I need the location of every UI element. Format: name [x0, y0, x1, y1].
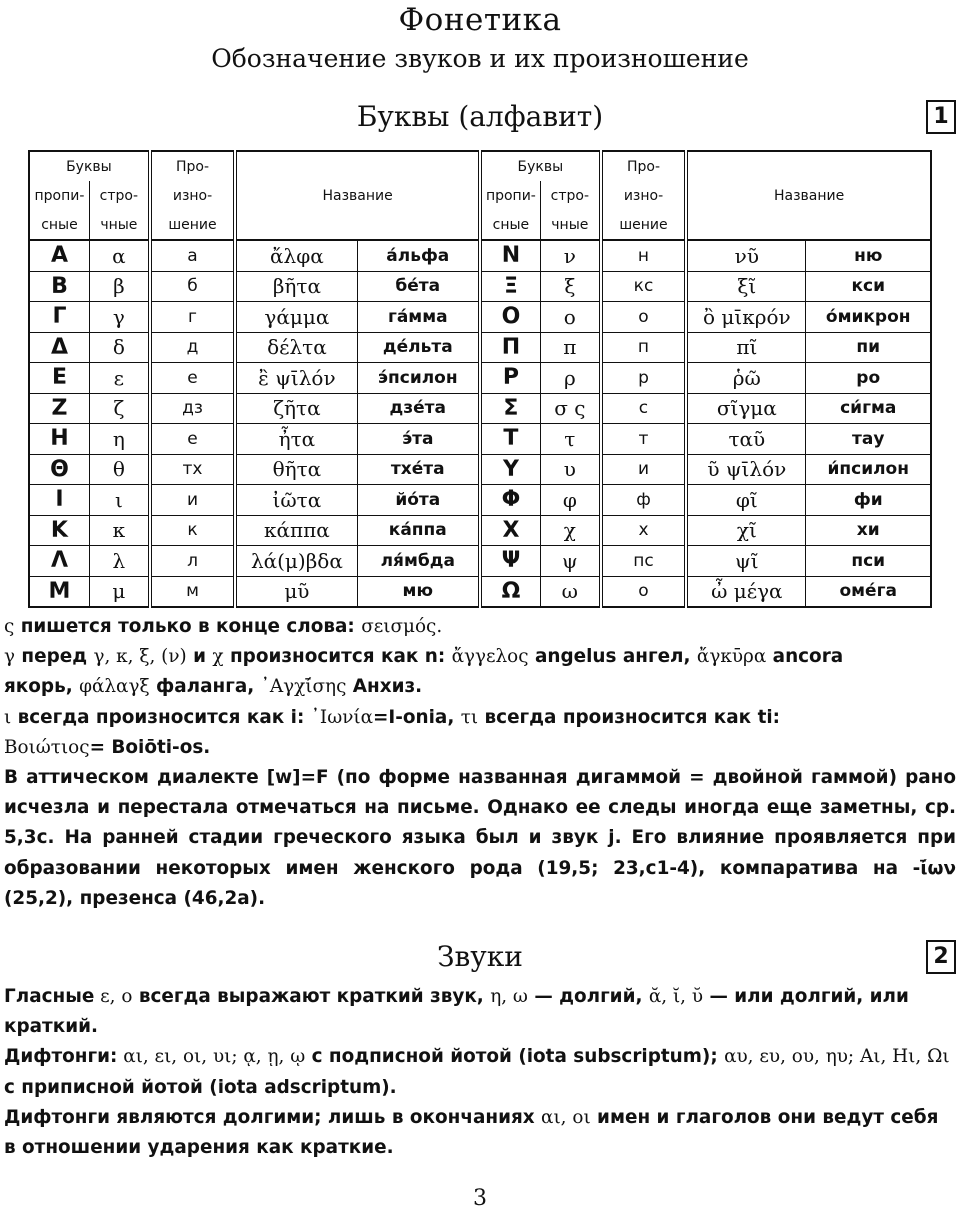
uppercase-cell: Φ	[480, 485, 540, 516]
pronunciation-cell: е	[150, 363, 235, 394]
note-text: всегда произносится как i:	[11, 706, 311, 728]
lowercase-cell: κ	[89, 515, 149, 546]
pronunciation-cell: а	[150, 240, 235, 271]
table-row	[29, 515, 931, 546]
section-title-alphabet: Буквы (алфавит)	[356, 100, 604, 133]
header-lowercase: стро-	[89, 181, 149, 210]
uppercase-cell: Ε	[29, 363, 89, 394]
section-number-badge: 2	[926, 940, 956, 974]
uppercase-cell: Μ	[29, 576, 89, 607]
table-row	[29, 271, 931, 302]
greek-name-cell: ἰῶτα	[235, 485, 357, 516]
russian-name-cell: тхе́та	[357, 454, 480, 485]
lowercase-cell: μ	[89, 576, 149, 607]
greek-text: ᾰ, ῐ, ῠ	[648, 986, 704, 1007]
term-label: Гласные	[4, 986, 95, 1007]
note-text: Дифтонги являются долгими;	[4, 1106, 322, 1128]
pronunciation-cell: тх	[150, 454, 235, 485]
greek-text: η, ω	[490, 986, 528, 1007]
greek-text: ἄγγελος	[451, 646, 529, 668]
note-text: имен и глаголов они ведут себя в отношении ударения как краткие.	[4, 1106, 939, 1159]
note-text: ancora	[766, 646, 844, 668]
pronunciation-cell: кс	[601, 271, 686, 302]
table-row	[29, 485, 931, 516]
note-text: произносится как n:	[223, 646, 452, 668]
uppercase-cell: Β	[29, 271, 89, 302]
uppercase-cell: Τ	[480, 424, 540, 455]
note-text: с подписной йотой (iota subscriptum);	[305, 1046, 725, 1068]
sounds-vowels	[4, 982, 956, 1042]
notes-block	[4, 612, 956, 914]
greek-name-cell: βῆτα	[235, 271, 357, 302]
section-title-sounds: Звуки	[437, 940, 523, 973]
note-text: фаланга,	[149, 676, 261, 698]
greek-text: χ	[212, 646, 224, 668]
lowercase-cell: ζ	[89, 393, 149, 424]
sounds-diphthongs-long	[4, 1103, 956, 1163]
header-pronunciation: Про-	[150, 151, 235, 181]
greek-name-cell: κάππα	[235, 515, 357, 546]
pronunciation-cell: е	[150, 424, 235, 455]
pronunciation-cell: т	[601, 424, 686, 455]
uppercase-cell: Ω	[480, 576, 540, 607]
note-text: якорь,	[4, 676, 80, 698]
lowercase-cell: η	[89, 424, 149, 455]
russian-name-cell: де́льта	[357, 332, 480, 363]
header-pronunciation: изно-	[150, 181, 235, 210]
uppercase-cell: Ν	[480, 240, 540, 271]
uppercase-cell: Θ	[29, 454, 89, 485]
russian-name-cell: фи	[806, 485, 931, 516]
pronunciation-cell: м	[150, 576, 235, 607]
sounds-block	[4, 982, 956, 1163]
greek-name-cell: θῆτα	[235, 454, 357, 485]
russian-name-cell: э́псилон	[357, 363, 480, 394]
greek-name-cell: χῖ	[686, 515, 806, 546]
greek-name-cell: δέλτα	[235, 332, 357, 363]
term-label: Дифтонги:	[4, 1046, 118, 1068]
note-text: всегда произносится как ti:	[478, 706, 781, 728]
pronunciation-cell: п	[601, 332, 686, 363]
greek-name-cell: ὂ μῑκρόν	[686, 302, 806, 333]
lowercase-cell: χ	[540, 515, 600, 546]
russian-name-cell: а́льфа	[357, 240, 480, 271]
greek-text: σεισμός.	[361, 616, 443, 637]
greek-name-cell: ῦ ψῑλόν	[686, 454, 806, 485]
lowercase-cell: τ	[540, 424, 600, 455]
lowercase-cell: θ	[89, 454, 149, 485]
pronunciation-cell: о	[601, 576, 686, 607]
table-row	[29, 454, 931, 485]
note-text: с приписной йотой (iota adscriptum).	[4, 1076, 397, 1098]
header-letters: Буквы	[29, 151, 150, 181]
header-uppercase: сные	[29, 210, 89, 240]
lowercase-cell: υ	[540, 454, 600, 485]
greek-name-cell: σῖγμα	[686, 393, 806, 424]
lowercase-cell: δ	[89, 332, 149, 363]
lowercase-cell: σ ς	[540, 393, 600, 424]
russian-name-cell: хи	[806, 515, 931, 546]
greek-name-cell: ἒ ψῑλόν	[235, 363, 357, 394]
lowercase-cell: β	[89, 271, 149, 302]
note-text: перед	[15, 646, 94, 668]
uppercase-cell: Χ	[480, 515, 540, 546]
greek-text: Βοιώτιος	[4, 736, 90, 758]
sounds-diphthongs	[4, 1042, 956, 1102]
russian-name-cell: дзе́та	[357, 393, 480, 424]
uppercase-cell: Ξ	[480, 271, 540, 302]
uppercase-cell: Υ	[480, 454, 540, 485]
note-text: лишь в окончаниях	[321, 1106, 542, 1128]
pronunciation-cell: л	[150, 546, 235, 577]
pronunciation-cell: р	[601, 363, 686, 394]
note-text: =I-onia,	[373, 706, 461, 728]
russian-name-cell: кси	[806, 271, 931, 302]
lowercase-cell: ο	[540, 302, 600, 333]
note-final-sigma	[4, 612, 956, 642]
note-text: и	[186, 646, 213, 668]
header-pronunciation: шение	[150, 210, 235, 240]
lowercase-cell: α	[89, 240, 149, 271]
note-text: = Boiōti-os.	[89, 736, 211, 758]
note-gamma-nasal	[4, 642, 956, 702]
pronunciation-cell: г	[150, 302, 235, 333]
greek-text: ε, ο	[94, 986, 133, 1007]
russian-name-cell: бе́та	[357, 271, 480, 302]
table-row	[29, 332, 931, 363]
header-pronunciation: изно-	[601, 181, 686, 210]
lowercase-cell: λ	[89, 546, 149, 577]
page-number: 3	[473, 1186, 487, 1211]
russian-name-cell: си́гма	[806, 393, 931, 424]
table-row	[29, 424, 931, 455]
uppercase-cell: Λ	[29, 546, 89, 577]
table-row	[29, 546, 931, 577]
header-lowercase: чные	[89, 210, 149, 240]
lowercase-cell: ε	[89, 363, 149, 394]
uppercase-cell: Ψ	[480, 546, 540, 577]
greek-name-cell: πῖ	[686, 332, 806, 363]
pronunciation-cell: пс	[601, 546, 686, 577]
header-letters: Буквы	[480, 151, 601, 181]
note-digamma: В аттическом диалекте [w]=F (по форме названная дигаммой = двойной гаммой) рано исчезла и перестала отмечаться на письме. Однако ее следы иногда еще заметны, ср. 5,3c. На ранней стадии греческого языка был и звук j. Его влияние проявляется при образовании некоторых имен женского рода (19,5; 23,c1-4), компаратива на -ί̄ων (25,2), презенса (46,2a).	[4, 767, 956, 909]
uppercase-cell: Ο	[480, 302, 540, 333]
lowercase-cell: ψ	[540, 546, 600, 577]
russian-name-cell: и́псилон	[806, 454, 931, 485]
uppercase-cell: Γ	[29, 302, 89, 333]
note-iota	[4, 703, 956, 763]
table-row	[29, 576, 931, 607]
russian-name-cell: э́та	[357, 424, 480, 455]
pronunciation-cell: ф	[601, 485, 686, 516]
uppercase-cell: Σ	[480, 393, 540, 424]
uppercase-cell: Ρ	[480, 363, 540, 394]
uppercase-cell: Ζ	[29, 393, 89, 424]
header-pronunciation: шение	[601, 210, 686, 240]
greek-name-cell: φῖ	[686, 485, 806, 516]
table-row	[29, 393, 931, 424]
lowercase-cell: π	[540, 332, 600, 363]
page-title: Фонетика	[398, 2, 562, 38]
uppercase-cell: Κ	[29, 515, 89, 546]
greek-name-cell: ἦτα	[235, 424, 357, 455]
greek-text: φάλαγξ	[79, 676, 150, 698]
greek-text: αι, ει, οι, υι; ᾳ, ῃ, ῳ	[117, 1046, 306, 1068]
uppercase-cell: Π	[480, 332, 540, 363]
pronunciation-cell: х	[601, 515, 686, 546]
pronunciation-cell: с	[601, 393, 686, 424]
pronunciation-cell: д	[150, 332, 235, 363]
header-pronunciation: Про-	[601, 151, 686, 181]
table-header-row	[29, 151, 931, 181]
russian-name-cell: йо́та	[357, 485, 480, 516]
note-text: — долгий,	[527, 986, 649, 1007]
pronunciation-cell: и	[150, 485, 235, 516]
header-uppercase: пропи-	[29, 181, 89, 210]
lowercase-cell: γ	[89, 302, 149, 333]
greek-name-cell: λά(μ)βδα	[235, 546, 357, 577]
russian-name-cell: га́мма	[357, 302, 480, 333]
header-lowercase: стро-	[540, 181, 600, 210]
russian-name-cell: мю	[357, 576, 480, 607]
greek-text: γ	[4, 646, 15, 668]
russian-name-cell: оме́га	[806, 576, 931, 607]
alphabet-rows	[29, 240, 931, 607]
lowercase-cell: ι	[89, 485, 149, 516]
greek-name-cell: ὦ μέγα	[686, 576, 806, 607]
greek-text: ς	[4, 616, 15, 637]
lowercase-cell: ξ	[540, 271, 600, 302]
greek-name-cell: νῦ	[686, 240, 806, 271]
greek-text: αυ, ευ, ου, ηυ; Αι, Ηι, Ωι	[724, 1046, 950, 1068]
russian-name-cell: ля́мбда	[357, 546, 480, 577]
russian-name-cell: тау	[806, 424, 931, 455]
greek-name-cell: ἄλφα	[235, 240, 357, 271]
pronunciation-cell: и	[601, 454, 686, 485]
pronunciation-cell: о	[601, 302, 686, 333]
lowercase-cell: ν	[540, 240, 600, 271]
header-uppercase: пропи-	[480, 181, 540, 210]
uppercase-cell: Α	[29, 240, 89, 271]
greek-name-cell: ψῖ	[686, 546, 806, 577]
header-name: Название	[235, 151, 480, 240]
greek-name-cell: μῦ	[235, 576, 357, 607]
pronunciation-cell: н	[601, 240, 686, 271]
uppercase-cell: Ι	[29, 485, 89, 516]
russian-name-cell: ню	[806, 240, 931, 271]
russian-name-cell: пси	[806, 546, 931, 577]
russian-name-cell: ро	[806, 363, 931, 394]
greek-text: ι	[4, 706, 12, 728]
russian-name-cell: ка́ппа	[357, 515, 480, 546]
greek-name-cell: ξῖ	[686, 271, 806, 302]
greek-name-cell: ταῦ	[686, 424, 806, 455]
note-text: — или долгий, или краткий.	[4, 986, 909, 1038]
pronunciation-cell: б	[150, 271, 235, 302]
pronunciation-cell: дз	[150, 393, 235, 424]
header-lowercase: чные	[540, 210, 600, 240]
greek-text: ᾿Ιωνία	[310, 706, 374, 728]
note-text: Анхиз.	[346, 676, 423, 698]
note-text: angelus ангел,	[528, 646, 697, 668]
greek-text: γ, κ, ξ, (ν)	[93, 646, 187, 668]
greek-text: ᾿Αγχί̄σης	[260, 676, 347, 698]
lowercase-cell: ω	[540, 576, 600, 607]
table-row	[29, 240, 931, 271]
greek-name-cell: γάμμα	[235, 302, 357, 333]
lowercase-cell: ρ	[540, 363, 600, 394]
header-name: Название	[686, 151, 931, 240]
pronunciation-cell: к	[150, 515, 235, 546]
note-text: пишется только в конце слова:	[14, 616, 362, 637]
alphabet-table	[28, 150, 932, 608]
table-row	[29, 302, 931, 333]
lowercase-cell: φ	[540, 485, 600, 516]
section-number-badge: 1	[926, 100, 956, 134]
greek-text: τι	[460, 706, 479, 728]
uppercase-cell: Η	[29, 424, 89, 455]
uppercase-cell: Δ	[29, 332, 89, 363]
greek-text: ἄγκῡρα	[696, 646, 767, 668]
russian-name-cell: пи	[806, 332, 931, 363]
russian-name-cell: о́микрон	[806, 302, 931, 333]
header-uppercase: сные	[480, 210, 540, 240]
table-row	[29, 363, 931, 394]
greek-name-cell: ζῆτα	[235, 393, 357, 424]
page-subtitle: Обозначение звуков и их произношение	[211, 44, 749, 73]
note-text: всегда выражают краткий звук,	[132, 986, 491, 1007]
greek-text: αι, οι	[541, 1106, 591, 1128]
greek-name-cell: ῥῶ	[686, 363, 806, 394]
